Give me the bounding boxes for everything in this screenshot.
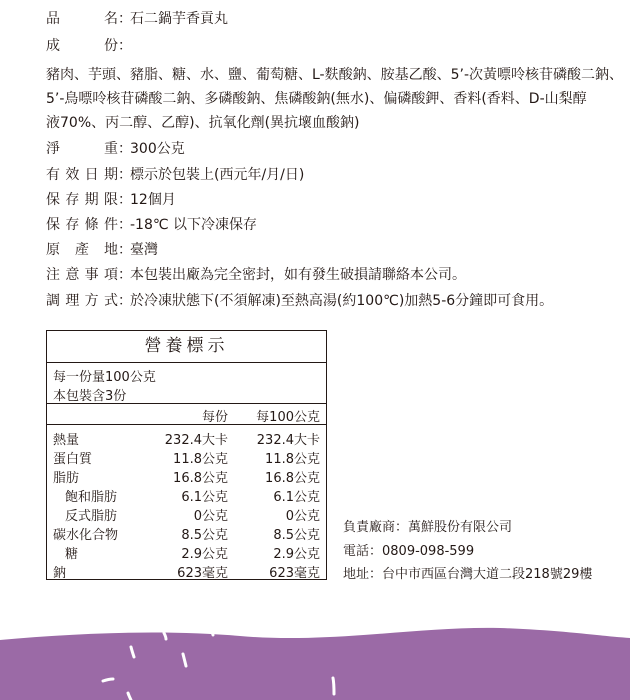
expiry-row: 有效日期：標示於包裝上(西元年/月/日) (46, 164, 304, 184)
servings-per-package: 本包裝含3份 (53, 389, 127, 404)
nutrient-per-100g: 8.5公克 (273, 528, 320, 543)
col-header-per-100g: 每100公克 (256, 410, 320, 425)
nutrient-per-100g: 2.9公克 (273, 547, 320, 562)
nutrient-name: 碳水化合物 (53, 528, 119, 543)
cooking-label: 調理方式 (46, 293, 118, 309)
storage-value: -18℃ 以下冷凍保存 (130, 217, 258, 233)
notice-label: 注意事項 (46, 267, 118, 283)
product-name-label: 品名 (46, 11, 118, 27)
wave-shape (0, 628, 630, 700)
net-weight-row: 淨重：300公克 (46, 138, 185, 158)
nutrient-per-100g: 6.1公克 (273, 490, 320, 505)
nutrient-name: 蛋白質 (53, 452, 93, 467)
nutrient-per-serving: 6.1公克 (181, 490, 228, 505)
storage-label: 保存條件 (46, 217, 118, 233)
nutrient-name: 熱量 (53, 433, 80, 448)
nutrient-per-100g: 11.8公克 (265, 452, 320, 467)
nutrient-per-100g: 16.8公克 (265, 471, 320, 486)
nutrient-per-100g: 0公克 (285, 509, 320, 524)
ingredients-row: 成份： (46, 35, 130, 55)
nutrient-name: 脂肪 (53, 471, 80, 486)
product-name-value: 石二鍋芋香貢丸 (130, 11, 228, 27)
product-name-row: 品名：石二鍋芋香貢丸 (46, 8, 228, 28)
nutrient-per-serving: 2.9公克 (181, 547, 228, 562)
nutrient-name: 糖 (65, 547, 79, 562)
col-header-per-serving: 每份 (201, 410, 228, 425)
shelf-life-row: 保存期限：12個月 (46, 189, 176, 209)
ingredients-label: 成份 (46, 38, 118, 54)
nutrition-table (46, 330, 327, 580)
nutrient-per-serving: 232.4大卡 (164, 433, 228, 448)
ingredients-line-3: 液70%、丙二醇、乙醇)、抗氧化劑(異抗壞血酸鈉) (46, 115, 360, 131)
nutrient-per-100g: 623毫克 (269, 566, 320, 581)
origin-label: 原產地 (46, 242, 118, 258)
notice-value: 本包裝出廠為完全密封，如有發生破損請聯絡本公司。 (130, 267, 466, 283)
net-weight-label: 淨重 (46, 141, 118, 157)
origin-value: 臺灣 (130, 242, 158, 258)
nutrition-title: 營養標示 (47, 331, 326, 363)
cooking-value: 於冷凍狀態下(不須解凍)至熱高湯(約100℃)加熱5-6分鐘即可食用。 (130, 293, 554, 309)
ingredients-line-2: 5’-鳥嘌呤核苷磷酸二鈉、多磷酸鈉、焦磷酸鈉(無水)、偏磷酸鉀、香料(香料、D-山梨醇 (46, 91, 587, 107)
nutrient-name: 飽和脂肪 (65, 490, 118, 505)
cooking-row: 調理方式：於冷凍狀態下(不須解凍)至熱高湯(約100℃)加熱5-6分鐘即可食用。 (46, 290, 553, 310)
net-weight-value: 300公克 (130, 141, 185, 157)
address: 地址：台中市西區台灣大道二段218號29樓 (343, 567, 593, 582)
nutrition-divider (47, 403, 326, 404)
notice-row: 注意事項：本包裝出廠為完全密封，如有發生破損請聯絡本公司。 (46, 264, 466, 284)
shelf-life-label: 保存期限 (46, 192, 118, 208)
nutrient-per-serving: 11.8公克 (173, 452, 228, 467)
purple-wave-decoration (0, 600, 630, 700)
storage-row: 保存條件：-18℃ 以下冷凍保存 (46, 214, 257, 234)
manufacturer: 負責廠商：萬鮮股份有限公司 (343, 520, 513, 535)
nutrient-name: 鈉 (53, 566, 67, 581)
nutrient-per-serving: 16.8公克 (173, 471, 228, 486)
nutrient-per-serving: 0公克 (193, 509, 228, 524)
nutrient-per-serving: 623毫克 (177, 566, 228, 581)
expiry-value: 標示於包裝上(西元年/月/日) (130, 167, 305, 183)
shelf-life-value: 12個月 (130, 192, 176, 208)
serving-size: 每一份量100公克 (53, 370, 156, 385)
phone-number: 電話：0809-098-599 (343, 544, 475, 559)
nutrient-name: 反式脂肪 (65, 509, 118, 524)
nutrition-divider (47, 424, 326, 425)
ingredients-line-1: 豬肉、芋頭、豬脂、糖、水、鹽、葡萄糖、L-麩酸鈉、胺基乙酸、5’-次黃嘌呤核苷磷酸二鈉、 (46, 67, 624, 83)
expiry-label: 有效日期 (46, 167, 118, 183)
nutrient-per-100g: 232.4大卡 (256, 433, 320, 448)
nutrient-per-serving: 8.5公克 (181, 528, 228, 543)
origin-row: 原產地：臺灣 (46, 239, 158, 259)
